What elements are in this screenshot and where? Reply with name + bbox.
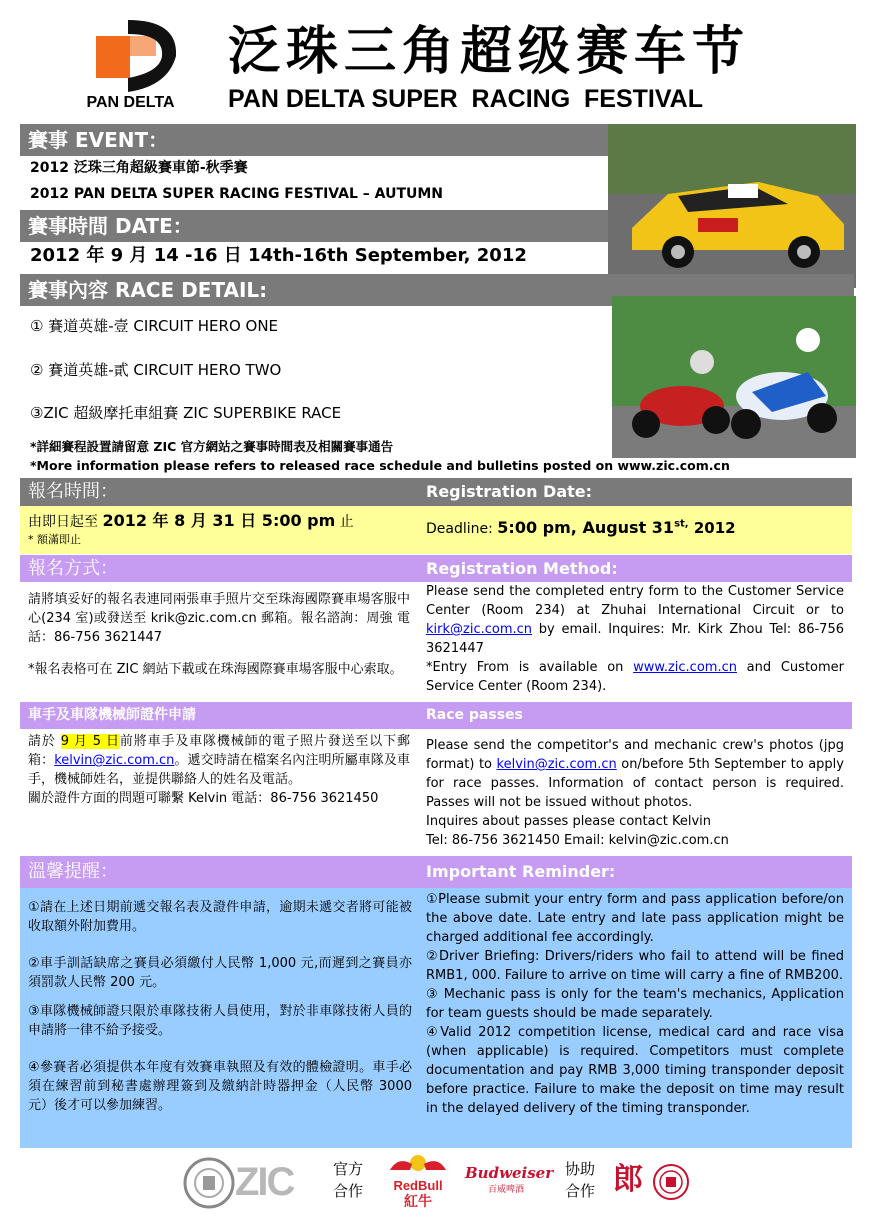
passes-en xyxy=(426,736,844,850)
kelvin-email-link-cn[interactable]: kelvin@zic.com.cn xyxy=(54,753,175,768)
zic-logo: ZIC xyxy=(235,1160,294,1204)
passes-en-a: Please send the competitor's and mechanic crew's photos (jpg format) to xyxy=(426,738,844,772)
race-note-en: *More information please refers to released race schedule and bulletins posted on www.zic.com.cn xyxy=(30,458,730,473)
race-item-3: ③ZIC 超級摩托車組賽 ZIC SUPERBIKE RACE xyxy=(30,404,342,422)
redbull-bulls-icon xyxy=(388,1152,448,1174)
reg-method-heading-en: Registration Method: xyxy=(420,555,852,582)
race-item-1: ① 賽道英雄-壹 CIRCUIT HERO ONE xyxy=(30,317,279,335)
race-car-photo xyxy=(608,124,856,288)
redbull-logo xyxy=(383,1152,453,1216)
title-cn: 泛珠三角超级赛车节 xyxy=(228,22,751,82)
red-seal-icon xyxy=(651,1162,691,1202)
redbull-cn-text: 紅牛 xyxy=(404,1194,432,1210)
passes-cn-b: 前將車手及車隊機械師的電子照片發送至以下郵箱： xyxy=(28,734,410,768)
passes-cn-c: 。遞交時請在檔案名內注明所屬車隊及車手，機械師姓名，並提供聯絡人的姓名及電話。 xyxy=(28,753,410,787)
reg-date-en-label: Deadline: xyxy=(426,521,498,537)
reg-method-en-p1a: Please send the completed entry form to the Customer Service Center (Room 234) at Zhuhai International Circuit or to xyxy=(426,584,844,618)
passes-cn xyxy=(28,732,410,808)
reminder-heading-en: Important Reminder: xyxy=(420,856,852,888)
official-label-line-1: 官方 xyxy=(333,1160,364,1178)
reg-date-cn-suffix: 止 xyxy=(339,514,354,530)
reg-date-en-year: 2012 xyxy=(688,519,736,537)
reg-date-cn-box xyxy=(20,506,420,554)
race-note-cn: *詳細賽程設置請留意 ZIC 官方網站之賽事時間表及相關賽事通告 xyxy=(30,439,394,454)
passes-cn-date: 9 月 5 日 xyxy=(60,734,120,749)
title-en: PAN DELTA SUPER RACING FESTIVAL xyxy=(228,85,704,113)
reg-date-cn-date: 2012 年 8 月 31 日 5:00 pm xyxy=(102,511,336,530)
reg-date-heading-en: Registration Date: xyxy=(420,478,852,506)
reminder-en-item-2: ②Driver Briefing: Drivers/riders who fail to attend will be fined RMB1, 000. Failure to arrive on time will carry a fine of RMB200. xyxy=(426,949,844,983)
assist-label-line-2: 合作 xyxy=(565,1182,596,1200)
race-item-2: ② 賽道英雄-貳 CIRCUIT HERO TWO xyxy=(30,361,282,379)
superbike-photo xyxy=(612,296,856,458)
reg-date-en-sup: st, xyxy=(674,518,689,530)
official-label xyxy=(333,1158,363,1202)
passes-cn-a: 請於 xyxy=(28,734,61,749)
pan-delta-logo-icon xyxy=(68,16,193,96)
date-value: 2012 年 9 月 14 -16 日 14th-16th September, 2012 xyxy=(30,245,527,266)
reminder-cn-item-1: ①請在上述日期前遞交報名表及證件申請，逾期未遞交者將可能被收取額外附加費用。 xyxy=(28,900,412,934)
reg-date-cn-note: * 額滿即止 xyxy=(28,533,81,546)
reg-method-heading-cn: 報名方式： xyxy=(20,555,420,582)
reg-date-en-value: 5:00 pm, August 31 xyxy=(497,518,675,537)
passes-en-d: Tel: 86-756 3621450 Email: kelvin@zic.com.cn xyxy=(426,833,729,848)
reminder-en-item-3: ③ Mechanic pass is only for the team's mechanics, Application for team guests should be made separately. xyxy=(426,987,844,1021)
footer-logos xyxy=(175,1148,705,1218)
government-seal-icon xyxy=(183,1154,235,1212)
reg-date-en-box xyxy=(420,506,852,554)
reg-method-cn-p2: *報名表格可在 ZIC 網站下載或在珠海國際賽車場客服中心索取。 xyxy=(28,662,403,677)
reg-date-heading-cn: 報名時間： xyxy=(20,478,420,506)
race-car-image xyxy=(608,124,856,288)
budweiser-cn-text: 百威啤酒 xyxy=(487,1185,524,1195)
passes-heading-cn: 車手及車隊機械師證件申請 xyxy=(20,702,420,729)
passes-heading-en: Race passes xyxy=(420,702,852,729)
lang-liquor-logo: 郎 xyxy=(613,1162,643,1197)
race-detail-heading: 賽事內容 RACE DETAIL: xyxy=(20,274,854,306)
budweiser-logo xyxy=(465,1162,554,1208)
reg-method-en-p2a: *Entry From is available on xyxy=(426,660,634,675)
passes-en-c: Inquires about passes please contact Kelvin xyxy=(426,814,711,829)
redbull-text: RedBull xyxy=(393,1178,443,1193)
assist-label-line-1: 协助 xyxy=(565,1160,596,1178)
kirk-email-link[interactable]: kirk@zic.com.cn xyxy=(426,622,533,637)
kelvin-email-link-en[interactable]: kelvin@zic.com.cn xyxy=(496,757,617,772)
reminder-en-item-1: ①Please submit your entry form and pass application before/on the above date. Late entry and late pass application might be charged additional fee accordingly. xyxy=(426,892,844,945)
event-line-2: 2012 PAN DELTA SUPER RACING FESTIVAL – AUTUMN xyxy=(30,186,444,202)
assist-label xyxy=(565,1158,595,1202)
budweiser-text: Budweiser xyxy=(465,1164,554,1182)
reg-method-en xyxy=(426,582,844,696)
reg-method-cn-p1: 請將填妥好的報名表連同兩張車手照片交至珠海國際賽車場客服中心(234 室)或發送至 krik@zic.com.cn 郵箱。報名諮詢：周強 電話：86-756 3621447 xyxy=(28,592,410,645)
logo-text: PAN DELTA xyxy=(86,94,175,111)
zic-website-link[interactable]: www.zic.com.cn xyxy=(633,660,737,675)
reg-method-en-p2b: and Customer Service Center (Room 234). xyxy=(426,660,844,694)
reminder-en-box xyxy=(420,888,852,1148)
reminder-en-item-4: ④Valid 2012 competition license, medical card and race visa (when applicable) is required. Competitors must complete documentation and pay RMB 3,000 timing transponder deposit before practice. Failure to make the deposit on time may result in the delayed delivery of the timing transponder. xyxy=(426,1025,844,1116)
event-heading: 賽事 EVENT： xyxy=(20,124,608,156)
official-label-line-2: 合作 xyxy=(333,1182,364,1200)
passes-cn-d: 關於證件方面的問題可聯繫 Kelvin 電話：86-756 3621450 xyxy=(28,791,379,806)
reminder-heading-cn: 溫馨提醒： xyxy=(20,856,420,888)
reminder-cn-box xyxy=(20,888,420,1148)
reminder-cn-item-4: ④參賽者必須提供本年度有效賽車執照及有效的體檢證明。車手必須在練習前到秘書處辦理簽到及繳納計時器押金（人民幣 3000 元）後才可以參加練習。 xyxy=(28,1060,412,1113)
pan-delta-logo xyxy=(68,16,193,114)
event-line-1: 2012 泛珠三角超級賽車節-秋季賽 xyxy=(30,160,248,176)
reminder-cn-item-2: ②車手訓話缺席之賽員必須繳付人民幣 1,000 元,而遲到之賽員亦須罰款人民幣 200 元。 xyxy=(28,956,412,990)
reg-date-cn-prefix: 由即日起至 xyxy=(28,514,98,530)
superbike-image xyxy=(612,296,856,458)
passes-en-b: on/before 5th September to apply for race passes. Information of contact person is required. Passes will not be issued without photos. xyxy=(426,757,844,810)
reg-method-en-p1b: by email. Inquires: Mr. Kirk Zhou Tel: 86-756 3621447 xyxy=(426,622,844,656)
reminder-cn-item-3: ③車隊機械師證只限於車隊技術人員使用，對於非車隊技術人員的申請將一律不給予接受。 xyxy=(28,1004,412,1038)
date-heading: 賽事時間 DATE： xyxy=(20,210,608,242)
